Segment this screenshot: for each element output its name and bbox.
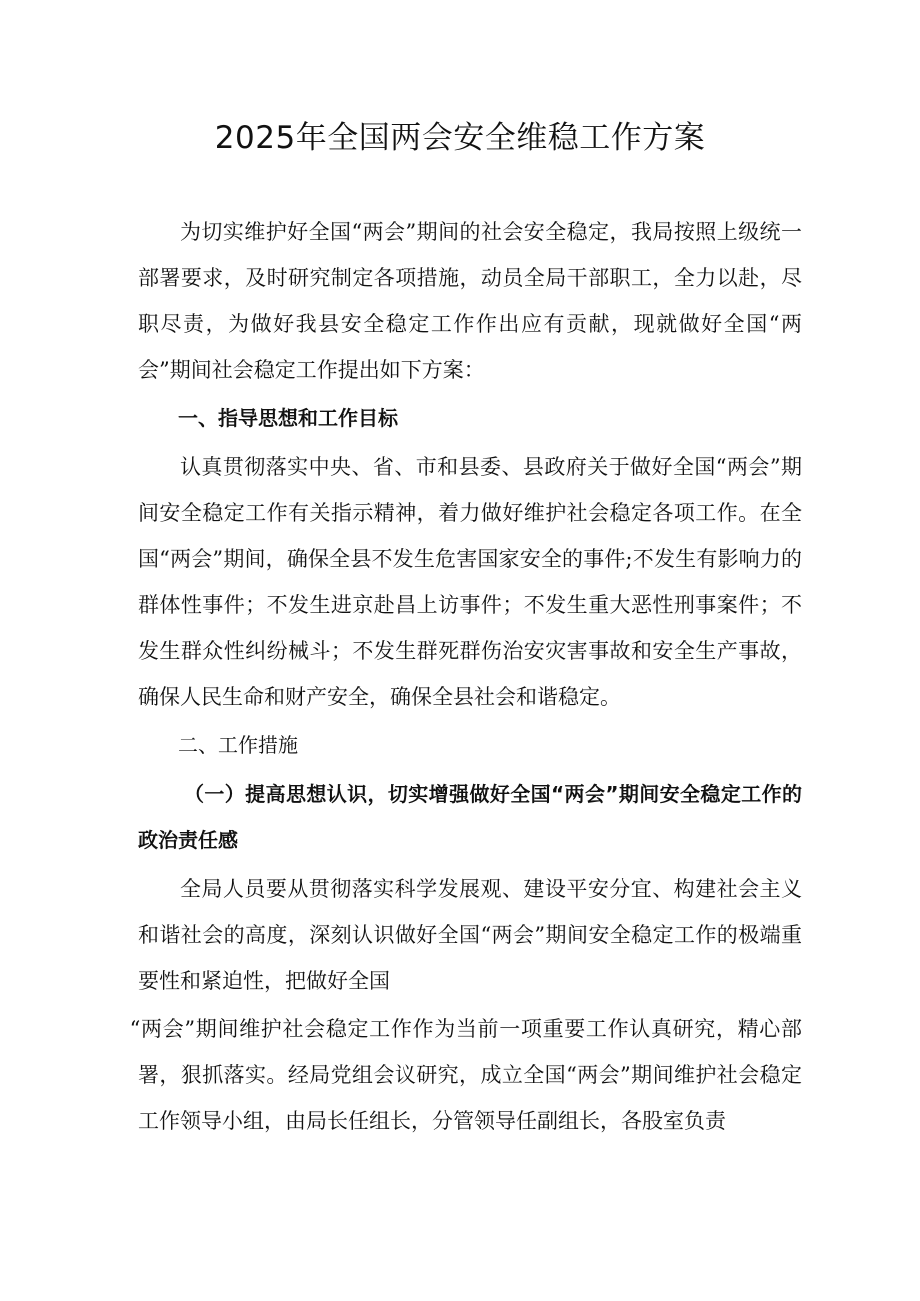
document-title: 2025年全国两会安全维稳工作方案: [214, 120, 706, 156]
section-1-heading: 一、指导思想和工作目标: [178, 406, 398, 430]
subsection-1-heading: （一）提高思想认识，切实增强做好全国“两会”期间安全稳定工作的政治责任感: [138, 782, 802, 852]
subsection-1-paragraph-b: “两会”期间维护社会稳定工作作为当前一项重要工作认真研究，精心部署，狠抓落实。经局党组会议研究，成立全国“两会”期间维护社会稳定工作领导小组，由局长任组长，分管领导任副组长，各股室负责: [129, 1017, 802, 1133]
section-1-paragraph: 认真贯彻落实中央、省、市和县委、县政府关于做好全国“两会”期间安全稳定工作有关指示精神，着力做好维护社会稳定各项工作。在全国“两会”期间，确保全县不发生危害国家安全的事件;不发生有影响力的群体性事件；不发生进京赴昌上访事件；不发生重大恶性刑事案件；不发生群众性纠纷械斗；不发生群死群伤治安灾害事故和安全生产事故，确保人民生命和财产安全，确保全县社会和谐稳定。: [138, 455, 802, 709]
intro-paragraph: 为切实维护好全国“两会”期间的社会安全稳定，我局按照上级统一部署要求，及时研究制定各项措施，动员全局干部职工，全力以赴，尽职尽责，为做好我县安全稳定工作作出应有贡献，现就做好全国“两会”期间社会稳定工作提出如下方案：: [138, 220, 802, 382]
subsection-1-paragraph-a: 全局人员要从贯彻落实科学发展观、建设平安分宜、构建社会主义和谐社会的高度，深刻认识做好全国“两会”期间安全稳定工作的极端重要性和紧迫性，把做好全国: [138, 877, 802, 993]
document-body: [129, 209, 802, 1146]
section-2-heading: 二、工作措施: [178, 733, 298, 757]
